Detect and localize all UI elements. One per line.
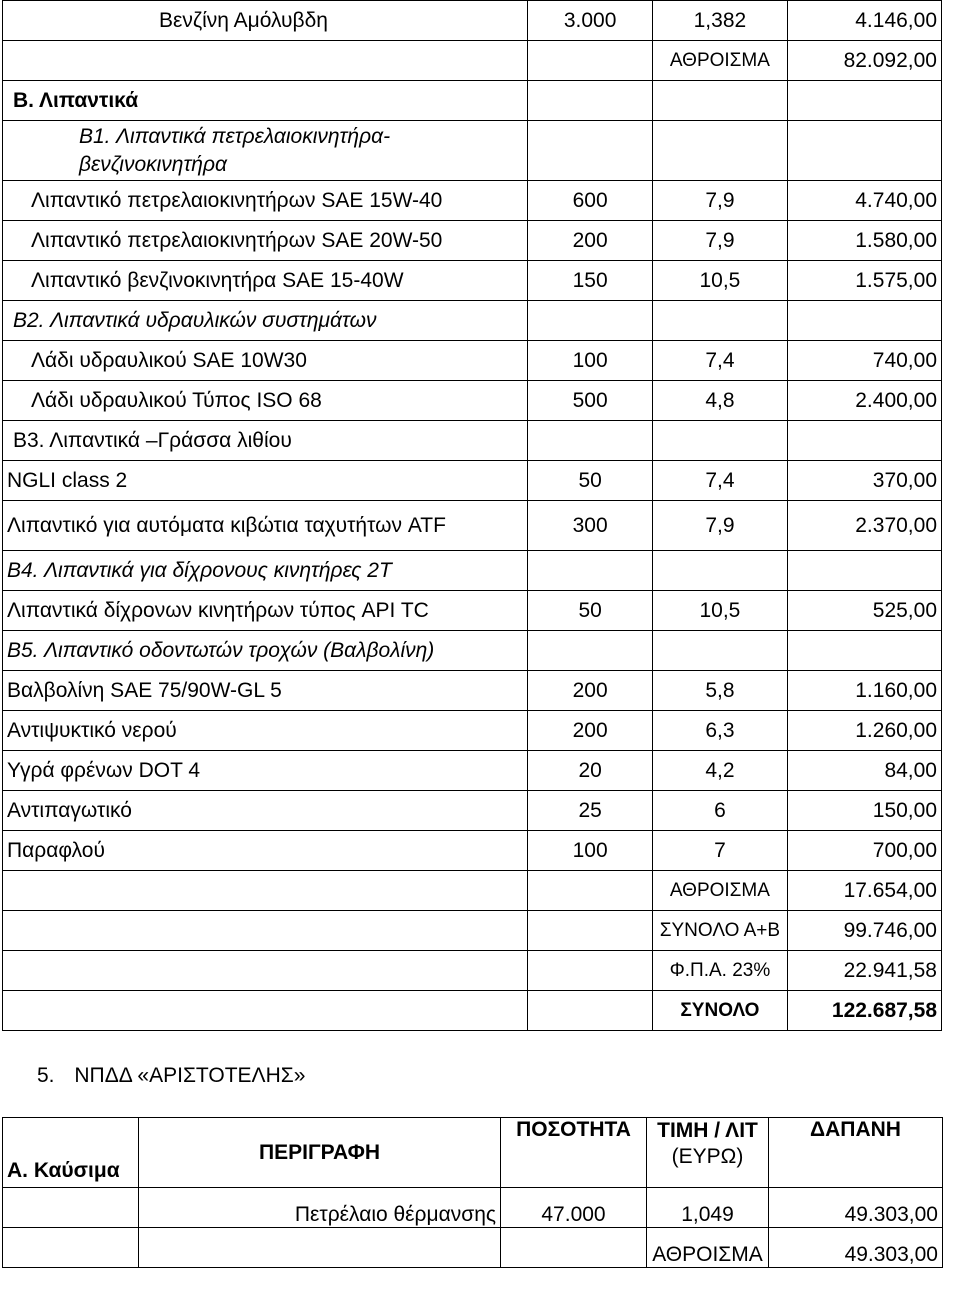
item-price: 7,9: [652, 221, 787, 261]
empty-cell: [528, 911, 652, 951]
expense-table-lubricants: [2, 0, 942, 1031]
price-header-line1: ΤΙΜΗ / ΛΙΤ: [657, 1119, 758, 1142]
table-row: [3, 871, 942, 911]
item-price: 10,5: [652, 591, 787, 631]
empty-cell: [528, 871, 652, 911]
item-total: 370,00: [787, 461, 941, 501]
table-row: [3, 381, 942, 421]
item-description: Λιπαντικό πετρελαιοκινητήρων SAE 20W-50: [3, 221, 528, 261]
table-row: [3, 791, 942, 831]
empty-cell: [787, 631, 941, 671]
item-quantity: 300: [528, 501, 652, 551]
item-quantity: 3.000: [528, 1, 652, 41]
table-row: [3, 301, 942, 341]
quantity-header: ΠΟΣΟΤΗΤΑ: [501, 1118, 647, 1188]
table-row: [3, 1, 942, 41]
empty-cell: [528, 121, 652, 181]
empty-cell: [652, 301, 787, 341]
sum-label: ΣΥΝΟΛΟ: [652, 991, 787, 1031]
item-description: Λάδι υδραυλικού Τύπος ISO 68: [3, 381, 528, 421]
item-quantity: 20: [528, 751, 652, 791]
subsection-heading: Β4. Λιπαντικά για δίχρονους κινητήρες 2Τ: [3, 551, 528, 591]
item-price: 10,5: [652, 261, 787, 301]
subsection-heading: Β2. Λιπαντικά υδραυλικών συστημάτων: [3, 301, 528, 341]
item-description: Βενζίνη Αμόλυβδη: [3, 1, 528, 41]
table-row: [3, 261, 942, 301]
item-quantity: 50: [528, 591, 652, 631]
empty-cell: [3, 1188, 139, 1228]
table-row: [3, 121, 942, 181]
item-description: Λάδι υδραυλικού SAE 10W30: [3, 341, 528, 381]
item-price: 7,9: [652, 181, 787, 221]
sum-total: 82.092,00: [787, 41, 941, 81]
item-price: 6: [652, 791, 787, 831]
table-row: [3, 671, 942, 711]
item-quantity: 47.000: [501, 1188, 647, 1228]
subsection-heading: Β1. Λιπαντικά πετρελαιοκινητήρα- βενζινοκινητήρα: [3, 121, 528, 181]
empty-cell: [787, 421, 941, 461]
category-header: Α. Καύσιμα: [3, 1118, 139, 1188]
sum-label: ΑΘΡΟΙΣΜΑ: [652, 41, 787, 81]
price-header-line2: (ΕΥΡΩ): [671, 1145, 744, 1168]
item-description: Αντιπαγωτικό: [3, 791, 528, 831]
total-header: ΔΑΠΑΝΗ: [769, 1118, 943, 1188]
item-quantity: 200: [528, 221, 652, 261]
sum-total: 17.654,00: [787, 871, 941, 911]
price-header: [647, 1118, 769, 1188]
item-total: 1.580,00: [787, 221, 941, 261]
item-description: Πετρέλαιο θέρμανσης: [139, 1188, 501, 1228]
item-price: 7,4: [652, 461, 787, 501]
table-row: [3, 81, 942, 121]
table-row: [3, 631, 942, 671]
item-quantity: 200: [528, 671, 652, 711]
item-total: 740,00: [787, 341, 941, 381]
section-heading: Β. Λιπαντικά: [3, 81, 528, 121]
description-header: ΠΕΡΙΓΡΑΦΗ: [139, 1118, 501, 1188]
table-row: [3, 341, 942, 381]
sum-total: 99.746,00: [787, 911, 941, 951]
empty-cell: [652, 81, 787, 121]
empty-cell: [528, 41, 652, 81]
empty-cell: [528, 631, 652, 671]
item-description: Αντιψυκτικό νερού: [3, 711, 528, 751]
sum-label: ΣΥΝΟΛΟ Α+Β: [652, 911, 787, 951]
item-quantity: 50: [528, 461, 652, 501]
table-row: [3, 591, 942, 631]
section-number: 5.: [37, 1064, 55, 1087]
section-title: ΝΠΔΔ «ΑΡΙΣΤΟΤΕΛΗΣ»: [74, 1064, 306, 1087]
item-price: 6,3: [652, 711, 787, 751]
empty-cell: [528, 991, 652, 1031]
table-row: [3, 41, 942, 81]
table-row: [3, 751, 942, 791]
section-5-heading: [37, 1064, 305, 1088]
item-price: 4,2: [652, 751, 787, 791]
empty-cell: [652, 631, 787, 671]
item-total: 700,00: [787, 831, 941, 871]
item-description: Λιπαντικά δίχρονων κινητήρων τύπος API TC: [3, 591, 528, 631]
table-row: [3, 911, 942, 951]
table-row: [3, 461, 942, 501]
item-total: 150,00: [787, 791, 941, 831]
empty-cell: [652, 551, 787, 591]
empty-cell: [501, 1228, 647, 1268]
sum-label: Φ.Π.Α. 23%: [652, 951, 787, 991]
item-total: 49.303,00: [769, 1188, 943, 1228]
table-row: [3, 991, 942, 1031]
item-quantity: 150: [528, 261, 652, 301]
item-total: 2.370,00: [787, 501, 941, 551]
table-row: [3, 831, 942, 871]
table-row: [3, 501, 942, 551]
empty-cell: [528, 81, 652, 121]
empty-cell: [652, 121, 787, 181]
item-total: 4.740,00: [787, 181, 941, 221]
item-quantity: 200: [528, 711, 652, 751]
sum-total: 49.303,00: [769, 1228, 943, 1268]
item-price: 7,4: [652, 341, 787, 381]
empty-cell: [787, 551, 941, 591]
empty-cell: [3, 911, 528, 951]
item-quantity: 500: [528, 381, 652, 421]
empty-cell: [787, 301, 941, 341]
table-row: [3, 181, 942, 221]
item-quantity: 100: [528, 341, 652, 381]
sum-label: ΑΘΡΟΙΣΜΑ: [647, 1228, 769, 1268]
table-row: [3, 951, 942, 991]
item-description: Λιπαντικό για αυτόματα κιβώτια ταχυτήτων ATF: [3, 501, 528, 551]
item-total: 1.160,00: [787, 671, 941, 711]
item-description: Παραφλού: [3, 831, 528, 871]
item-price: 4,8: [652, 381, 787, 421]
item-price: 5,8: [652, 671, 787, 711]
item-quantity: 100: [528, 831, 652, 871]
item-total: 2.400,00: [787, 381, 941, 421]
item-total: 84,00: [787, 751, 941, 791]
empty-cell: [3, 41, 528, 81]
item-price: 7,9: [652, 501, 787, 551]
sum-label: ΑΘΡΟΙΣΜΑ: [652, 871, 787, 911]
empty-cell: [3, 951, 528, 991]
empty-cell: [528, 951, 652, 991]
item-price: 1,049: [647, 1188, 769, 1228]
subsection-heading: Β5. Λιπαντικό οδοντωτών τροχών (Βαλβολίνη): [3, 631, 528, 671]
empty-cell: [787, 121, 941, 181]
sum-total: 22.941,58: [787, 951, 941, 991]
subsection-heading: Β3. Λιπαντικά –Γράσσα λιθίου: [3, 421, 528, 461]
item-description: Υγρά φρένων DOT 4: [3, 751, 528, 791]
empty-cell: [787, 81, 941, 121]
item-description: NGLI class 2: [3, 461, 528, 501]
item-description: Λιπαντικό πετρελαιοκινητήρων SAE 15W-40: [3, 181, 528, 221]
item-total: 1.260,00: [787, 711, 941, 751]
item-quantity: 25: [528, 791, 652, 831]
item-description: Βαλβολίνη SAE 75/90W-GL 5: [3, 671, 528, 711]
empty-cell: [139, 1228, 501, 1268]
item-price: 7: [652, 831, 787, 871]
empty-cell: [528, 421, 652, 461]
table-row: [3, 711, 942, 751]
empty-cell: [3, 991, 528, 1031]
item-total: 525,00: [787, 591, 941, 631]
empty-cell: [3, 871, 528, 911]
expense-table-aristotelis: [2, 1117, 943, 1268]
item-total: 4.146,00: [787, 1, 941, 41]
empty-cell: [528, 301, 652, 341]
empty-cell: [652, 421, 787, 461]
table-row: [3, 551, 942, 591]
table-row: [3, 221, 942, 261]
empty-cell: [528, 551, 652, 591]
empty-cell: [3, 1228, 139, 1268]
item-total: 1.575,00: [787, 261, 941, 301]
sum-total: 122.687,58: [787, 991, 941, 1031]
item-price: 1,382: [652, 1, 787, 41]
table-row: [3, 421, 942, 461]
item-quantity: 600: [528, 181, 652, 221]
item-description: Λιπαντικό βενζινοκινητήρα SAE 15-40W: [3, 261, 528, 301]
